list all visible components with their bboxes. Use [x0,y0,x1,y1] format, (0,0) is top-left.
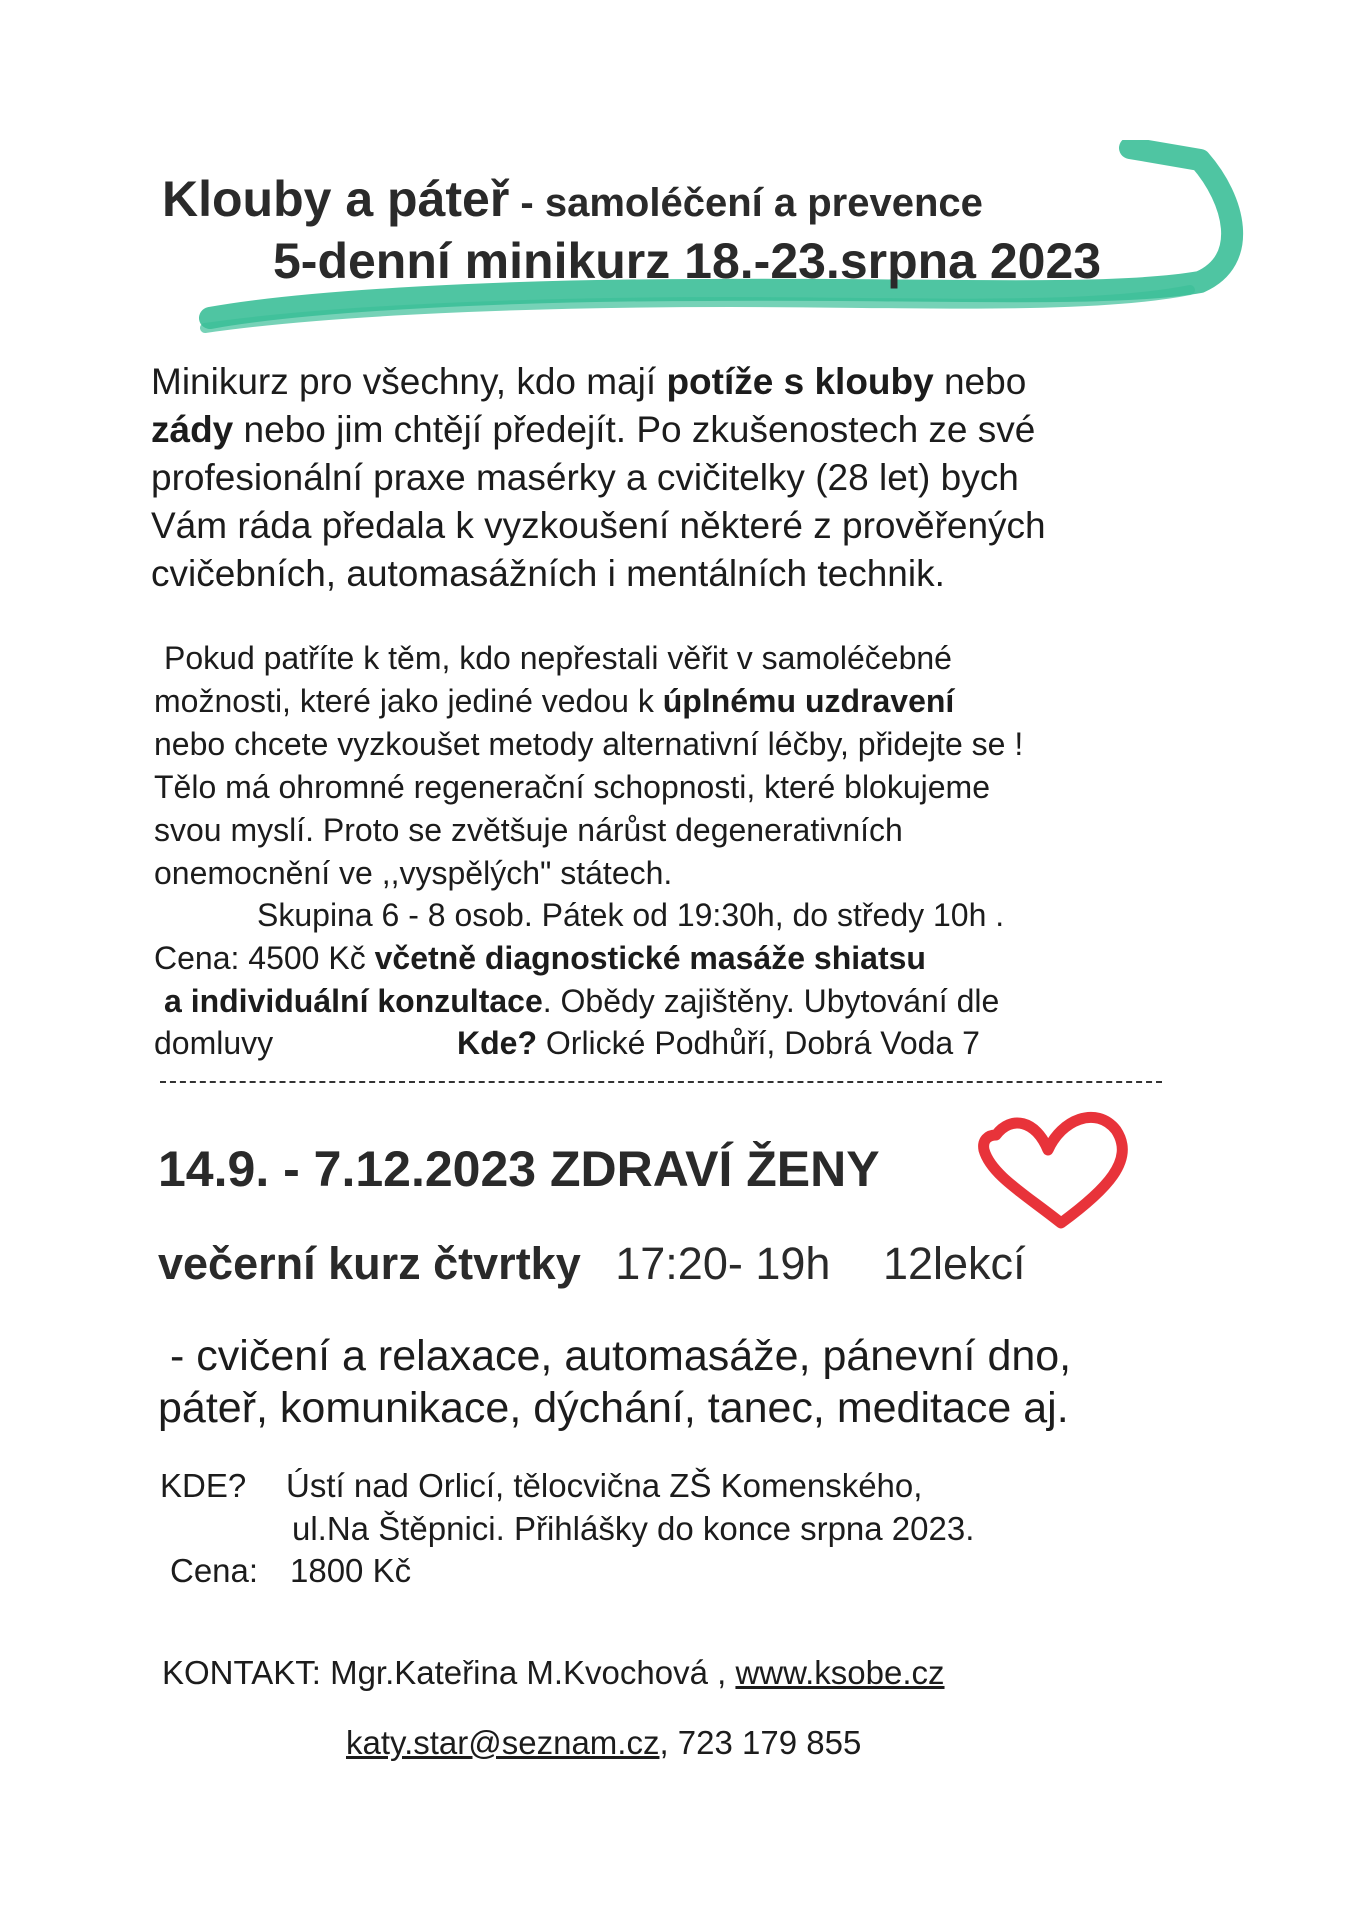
course2-schedule [158,1238,1026,1290]
website-link[interactable]: www.ksobe.cz [735,1654,945,1691]
email-link[interactable]: katy.star@seznam.cz [346,1724,660,1761]
body-line-2: možnosti, které jako jediné vedou k úplnému uzdravení [154,683,955,719]
course2-where-line-2: ul.Na Štěpnici. Přihlášky do konce srpna 2023. [292,1510,975,1547]
body-group-info: Skupina 6 - 8 osob. Pátek od 19:30h, do středy 10h . [257,897,1005,933]
body-line-3: nebo chcete vyzkoušet metody alternativní léčby, přidejte se ! [154,726,1024,762]
body-price: Cena: 4500 Kč včetně diagnostické masáže shiatsu [154,940,926,976]
course2-lessons: 12lekcí [882,1238,1026,1289]
intro-line-4: Vám ráda předala k vyzkoušení některé z prověřených [151,505,1046,546]
course2-price-value: 1800 Kč [290,1552,412,1589]
course2-evening-label: večerní kurz čtvrtky [158,1238,581,1289]
body-location: Kde? Orlické Podhůří, Dobrá Voda 7 [457,1025,980,1061]
intro-line-5: cvičebních, automasážních i mentálních technik. [151,553,945,594]
contact-name: KONTAKT: Mgr.Kateřina M.Kvochová , [162,1654,736,1691]
body-line-4: Tělo má ohromné regenerační schopnosti, které blokujeme [154,769,990,805]
body-line-1: Pokud patříte k těm, kdo nepřestali věřit v samoléčebné [164,640,952,676]
intro-line-2: zády nebo jim chtějí předejít. Po zkušenostech ze své [151,409,1036,450]
contact-email-line [346,1724,861,1762]
body-consultation: a individuální konzultace. Obědy zajištěny. Ubytování dle [164,983,1000,1019]
contact-line [162,1654,945,1692]
heart-icon [966,1105,1136,1230]
title-main: Klouby a páteř [162,171,510,227]
intro-line-3: profesionální praxe masérky a cvičitelky (28 let) bych [151,457,1019,498]
course2-where-line-1: Ústí nad Orlicí, tělocvična ZŠ Komenského, [286,1467,923,1504]
dashed-divider [160,1081,1162,1083]
contact-phone: , 723 179 855 [659,1724,862,1761]
intro-line-1: Minikurz pro všechny, kdo mají potíže s klouby nebo [151,361,1027,402]
course2-title: 14.9. - 7.12.2023 ZDRAVÍ ŽENY [158,1141,880,1197]
course2-price-label: Cena: [170,1552,259,1589]
header-course-dates: 5-denní minikurz 18.-23.srpna 2023 [273,233,1102,289]
body-line-6: onemocnění ve ,,vyspělých" státech. [154,855,673,891]
body-line-5: svou myslí. Proto se zvětšuje nárůst degenerativních [154,812,903,848]
course2-activities-1: - cvičení a relaxace, automasáže, pánevní dno, [170,1332,1072,1380]
course2-activities-2: páteř, komunikace, dýchání, tanec, meditace aj. [158,1384,1069,1432]
title-subtitle: - samoléčení a prevence [509,181,983,225]
course2-time: 17:20- 19h [615,1238,831,1289]
body-lodging: domluvy [154,1025,274,1061]
header-title [162,170,983,228]
course2-where-label: KDE? [160,1467,247,1504]
